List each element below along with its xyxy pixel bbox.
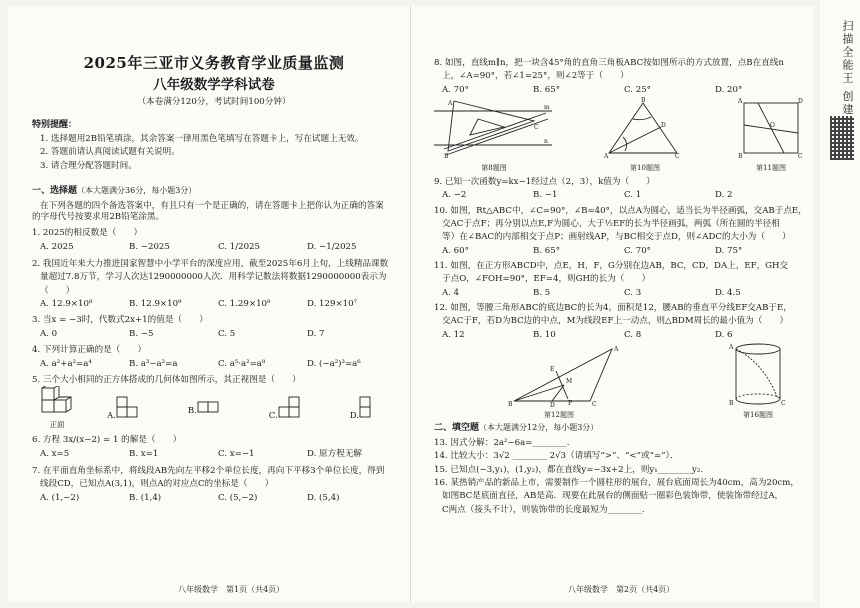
q11-option-b: B. 5: [533, 287, 551, 298]
figure-10-caption: 第10题图: [630, 163, 660, 172]
exam-title: 2025年三亚市义务教育学业质量监测: [83, 54, 345, 72]
q6-stem: 6. 方程 3x/(x−2) = 1 的解是（ ）: [32, 435, 182, 446]
q12-option-c: C. 8: [624, 329, 642, 340]
q12-options: [434, 330, 806, 341]
q5-view-a: [116, 396, 138, 418]
q1-option-c: C. 1/2025: [218, 241, 260, 252]
q8-option-c: C. 25°: [624, 84, 651, 95]
q5-stem: 5. 三个大小相同的正方体搭成的几何体如图所示，其正视图是（ ）: [32, 374, 301, 385]
svg-text:B: B: [444, 153, 449, 160]
q7-option-b: B. (1,4): [129, 492, 162, 503]
figure-8: [434, 97, 554, 173]
svg-text:D: D: [550, 401, 555, 407]
q11-stem-1: 11. 如图，在正方形ABCD中，点E，H，F，G分别在边AB，BC，CD，DA上，EF，GH交: [434, 261, 789, 272]
q1-stem: 1. 2025的相反数是（ ）: [32, 228, 143, 239]
exam-subtitle: 八年级数学学科试卷: [153, 76, 275, 93]
q5-view-c: [278, 396, 300, 418]
q8-stem-1: 8. 如图，直线m∥n，把一块含45°角的直角三角板ABC按如图所示的方式放置，点B在直线n: [434, 58, 784, 68]
q1-option-b: B. −2025: [129, 241, 170, 252]
figure-10: [603, 97, 687, 173]
q16-stem-2: 如图BC是底面直径，AB是高．现要在此展台的侧面贴一圈彩色装饰带，使装饰带经过A，: [442, 491, 784, 502]
q12-option-a: A. 12: [442, 329, 465, 340]
q4-stem: 4. 下列计算正确的是（ ）: [32, 345, 147, 356]
q10-options: [434, 246, 806, 257]
q3-stem: 3. 当x = −3时，代数式2x+1的值是（ ）: [32, 315, 208, 326]
figure-10-diagram: [603, 97, 687, 159]
figure-12-caption: 第12题图: [544, 410, 574, 419]
q10-stem-1: 10. 如图，Rt△ABC中，∠C=90°，∠B=40°，以点A为圆心，适当长为半径画弧，交AB于点E，: [434, 205, 807, 216]
figures-12-16: [434, 344, 806, 420]
q2-option-c: C. 1.29×10⁹: [218, 299, 271, 310]
q8-option-b: B. 65°: [533, 84, 561, 95]
q10-option-a: A. 60°: [442, 245, 469, 256]
q11-option-a: A. 4: [442, 287, 460, 298]
q6-option-a: A. x=5: [40, 448, 70, 459]
page-1-footer: 八年级数学 第1页（共4页）: [178, 585, 285, 595]
q3-option-a: A. 0: [40, 328, 58, 339]
q9-stem: 9. 已知一次函数y=kx−1经过点（2，3），k值为（ ）: [434, 177, 655, 188]
section-2-title: 二、填空题: [434, 423, 480, 434]
q5-option-a-label: A.: [106, 410, 116, 421]
q11-options: [434, 288, 806, 299]
q6-options: [32, 449, 396, 460]
svg-text:C: C: [675, 153, 680, 160]
page-1: [8, 6, 406, 602]
figure-8-caption: 第8题图: [481, 163, 507, 172]
svg-text:C: C: [592, 400, 597, 407]
svg-text:O: O: [770, 122, 775, 130]
q8-stem-2: 上，∠A=90°，若∠1=25°，则∠2等于（ ）: [442, 71, 629, 82]
svg-text:D: D: [798, 98, 803, 106]
q5-option-b: [188, 401, 219, 417]
q12-stem-2: 交AC于F，若D为BC边的中点，M为线段EF上一动点，则△BDM周长的最小值为（ ）: [442, 316, 789, 327]
q7-option-a: A. (1,−2): [40, 492, 80, 503]
cube-solid-figure: [40, 386, 74, 416]
figure-16: [728, 341, 788, 421]
tips-title: 特别提醒：: [32, 119, 78, 130]
q12-stem-1: 12. 如图，等腰三角形ABC的底边BC的长为4，面积是12，腰AB的垂直平分线EF交AB于E，: [434, 303, 792, 314]
q4-option-a: A. a²+a²=a⁴: [40, 358, 92, 369]
q2-options: [32, 299, 396, 310]
qr-code-icon: [830, 116, 854, 160]
q4-options: [32, 359, 396, 370]
q5-option-c: [269, 396, 300, 422]
svg-text:B: B: [508, 400, 513, 407]
q5-option-b-label: B.: [187, 405, 197, 416]
q13-stem: 13. 因式分解：2a²−6a=________.: [434, 438, 570, 449]
q9-option-d: D. 2: [715, 190, 733, 201]
svg-text:m: m: [544, 104, 550, 112]
q7-option-d: D. (5,4): [307, 492, 340, 503]
q10-option-d: D. 75°: [715, 245, 743, 256]
q8-option-d: D. 20°: [715, 84, 743, 95]
q10-stem-3: 等）在∠BAC的内部相交于点P；画射线AP，与BC相交于点D，则∠ADC的大小为（ ）: [442, 232, 791, 243]
q3-option-b: B. −5: [129, 328, 154, 339]
q8-option-a: A. 70°: [442, 84, 469, 95]
exam-meta: （本卷满分120分，考试时间100分钟）: [137, 96, 291, 107]
q11-option-c: C. 3: [624, 287, 642, 298]
q5-front-label: 正面: [49, 420, 65, 430]
svg-text:A: A: [614, 345, 619, 353]
figure-11-caption: 第11题图: [756, 163, 786, 172]
section-1-instr-2: 的字母代号按要求用2B铅笔涂黑。: [32, 212, 165, 223]
svg-text:A: A: [729, 343, 734, 351]
q3-options: [32, 329, 396, 340]
q7-options: [32, 493, 396, 504]
svg-text:A: A: [738, 98, 743, 106]
q10-stem-2: 交AC于点F；再分别以点E,F为圆心，大于½EF的长为半径画弧，两弧（所在圆的半径相: [442, 219, 780, 230]
q2-option-d: D. 129×10⁷: [307, 299, 358, 310]
q11-stem-2: 于点O，∠FOH=90°，EF=4，则GH的长为（ ）: [442, 274, 651, 285]
q5-figures: [32, 388, 396, 430]
figures-8-10-11: [434, 99, 806, 173]
q7-stem-1: 7. 在平面直角坐标系中，将线段AB先向左平移2个单位长度，再向下平移3个单位长度，得到: [32, 465, 385, 476]
section-1-note: （本大题满分36分，每小题3分）: [77, 185, 197, 195]
section-1-instr-1: 在下列各题的四个备选答案中，有且只有一个是正确的，请在答题卡上把你认为正确的答案: [40, 200, 384, 211]
figure-16-caption: 第16题图: [743, 410, 773, 419]
q15-stem: 15. 已知点(−3,y₁)，(1,y₂)，都在直线y=−3x+2上，则y₁________y₂.: [434, 464, 704, 475]
figure-8-diagram: [434, 97, 554, 159]
svg-text:A: A: [448, 100, 453, 108]
q10-option-c: C. 70°: [624, 245, 651, 256]
q2-stem-3: （ ）: [40, 285, 75, 296]
q16-stem-1: 16. 某热销产品的新品上市，需要制作一个圆柱形的展台，展台底面周长为40cm，高为20cm，: [434, 478, 799, 489]
figure-12: [494, 345, 624, 421]
q10-option-b: B. 65°: [533, 245, 561, 256]
q12-option-d: D. 6: [715, 329, 733, 340]
q1-option-a: A. 2025: [40, 241, 74, 252]
q5-view-d: [359, 396, 371, 418]
svg-text:C: C: [534, 124, 539, 132]
q5-option-d-label: D.: [349, 410, 360, 421]
scanner-watermark-text: 扫描全能王 创建: [841, 20, 854, 117]
q1-options: [32, 242, 396, 253]
q2-stem-1: 2. 我国近年来大力推进国家智慧中小学平台的深度应用，截至2025年6月上旬，上线精品课数: [32, 259, 389, 270]
scanner-watermark: [820, 0, 860, 608]
figure-11: [736, 97, 806, 173]
tip-3: 3. 请合理分配答题时间。: [40, 160, 137, 171]
q9-options: [434, 190, 806, 201]
q8-options: [434, 85, 806, 96]
figure-16-diagram: [728, 341, 788, 407]
section-2-heading: [434, 423, 806, 435]
q4-option-b: B. a³−a²=a: [129, 358, 178, 369]
svg-text:F: F: [568, 399, 573, 407]
q7-stem-2: 线段CD，已知点A(3,1)，则点A的对应点C的坐标是（ ）: [40, 479, 274, 490]
q2-option-a: A. 12.9×10⁸: [40, 299, 93, 310]
q9-option-a: A. −2: [442, 190, 467, 201]
q4-option-c: C. a⁵·a²=a⁸: [218, 358, 266, 369]
figure-12-diagram: [494, 345, 624, 407]
svg-text:M: M: [566, 377, 573, 385]
q2-option-b: B. 12.9×10⁹: [129, 299, 182, 310]
q6-option-d: D. 原方程无解: [307, 448, 363, 459]
q9-option-b: B. −1: [533, 190, 558, 201]
q9-option-c: C. 1: [624, 190, 642, 201]
svg-text:n: n: [544, 138, 548, 146]
svg-text:B: B: [738, 153, 743, 160]
figure-11-diagram: [736, 97, 806, 159]
exam-sheet: [8, 6, 814, 602]
q14-stem: 14. 比较大小：3√2 ________ 2√3（请填写“>”、“<”或“=”）．: [434, 451, 679, 462]
q12-option-b: B. 10: [533, 329, 556, 340]
svg-text:C: C: [798, 153, 803, 160]
q3-option-c: C. 5: [218, 328, 236, 339]
q5-option-c-label: C.: [268, 410, 278, 421]
page-2: [418, 6, 814, 602]
q5-option-d: [350, 396, 371, 422]
section-1-heading: [32, 186, 396, 198]
tip-2: 2. 答题前请认真阅读试题有关说明。: [40, 147, 180, 158]
svg-text:D: D: [661, 122, 666, 130]
svg-text:E: E: [550, 365, 555, 373]
q11-option-d: D. 4.5: [715, 287, 741, 298]
q5-option-a: [107, 396, 138, 422]
svg-text:C: C: [781, 399, 786, 407]
q4-option-d: D. (−a²)³=a⁶: [307, 358, 361, 369]
q6-option-c: C. x=−1: [218, 448, 255, 459]
svg-text:B: B: [641, 97, 646, 105]
svg-text:A: A: [604, 153, 609, 160]
q5-solid: [32, 386, 82, 430]
q2-stem-2: 量超过7.8万节，学习人次达1290000000人次．用科学记数法将数据1290000000表示为: [40, 272, 387, 283]
q6-option-b: B. x=1: [129, 448, 159, 459]
q3-option-d: D. 7: [307, 328, 325, 339]
q7-option-c: C. (5,−2): [218, 492, 258, 503]
q1-option-d: D. −1/2025: [307, 241, 357, 252]
svg-text:B: B: [729, 399, 734, 407]
page-2-footer: 八年级数学 第2页（共4页）: [568, 585, 675, 595]
q5-view-b: [197, 401, 219, 413]
section-2-note: （本大题满分12分，每小题3分）: [479, 423, 599, 433]
page-fold: [410, 6, 411, 602]
section-1-title: 一、选择题: [32, 185, 78, 196]
q16-stem-3: C两点（接头不计），则装饰带的长度最短为________.: [442, 504, 645, 515]
tip-1: 1. 选择题用2B铅笔填涂，其余答案一律用黑色笔填写在答题卡上，写在试题上无效。: [40, 133, 364, 144]
